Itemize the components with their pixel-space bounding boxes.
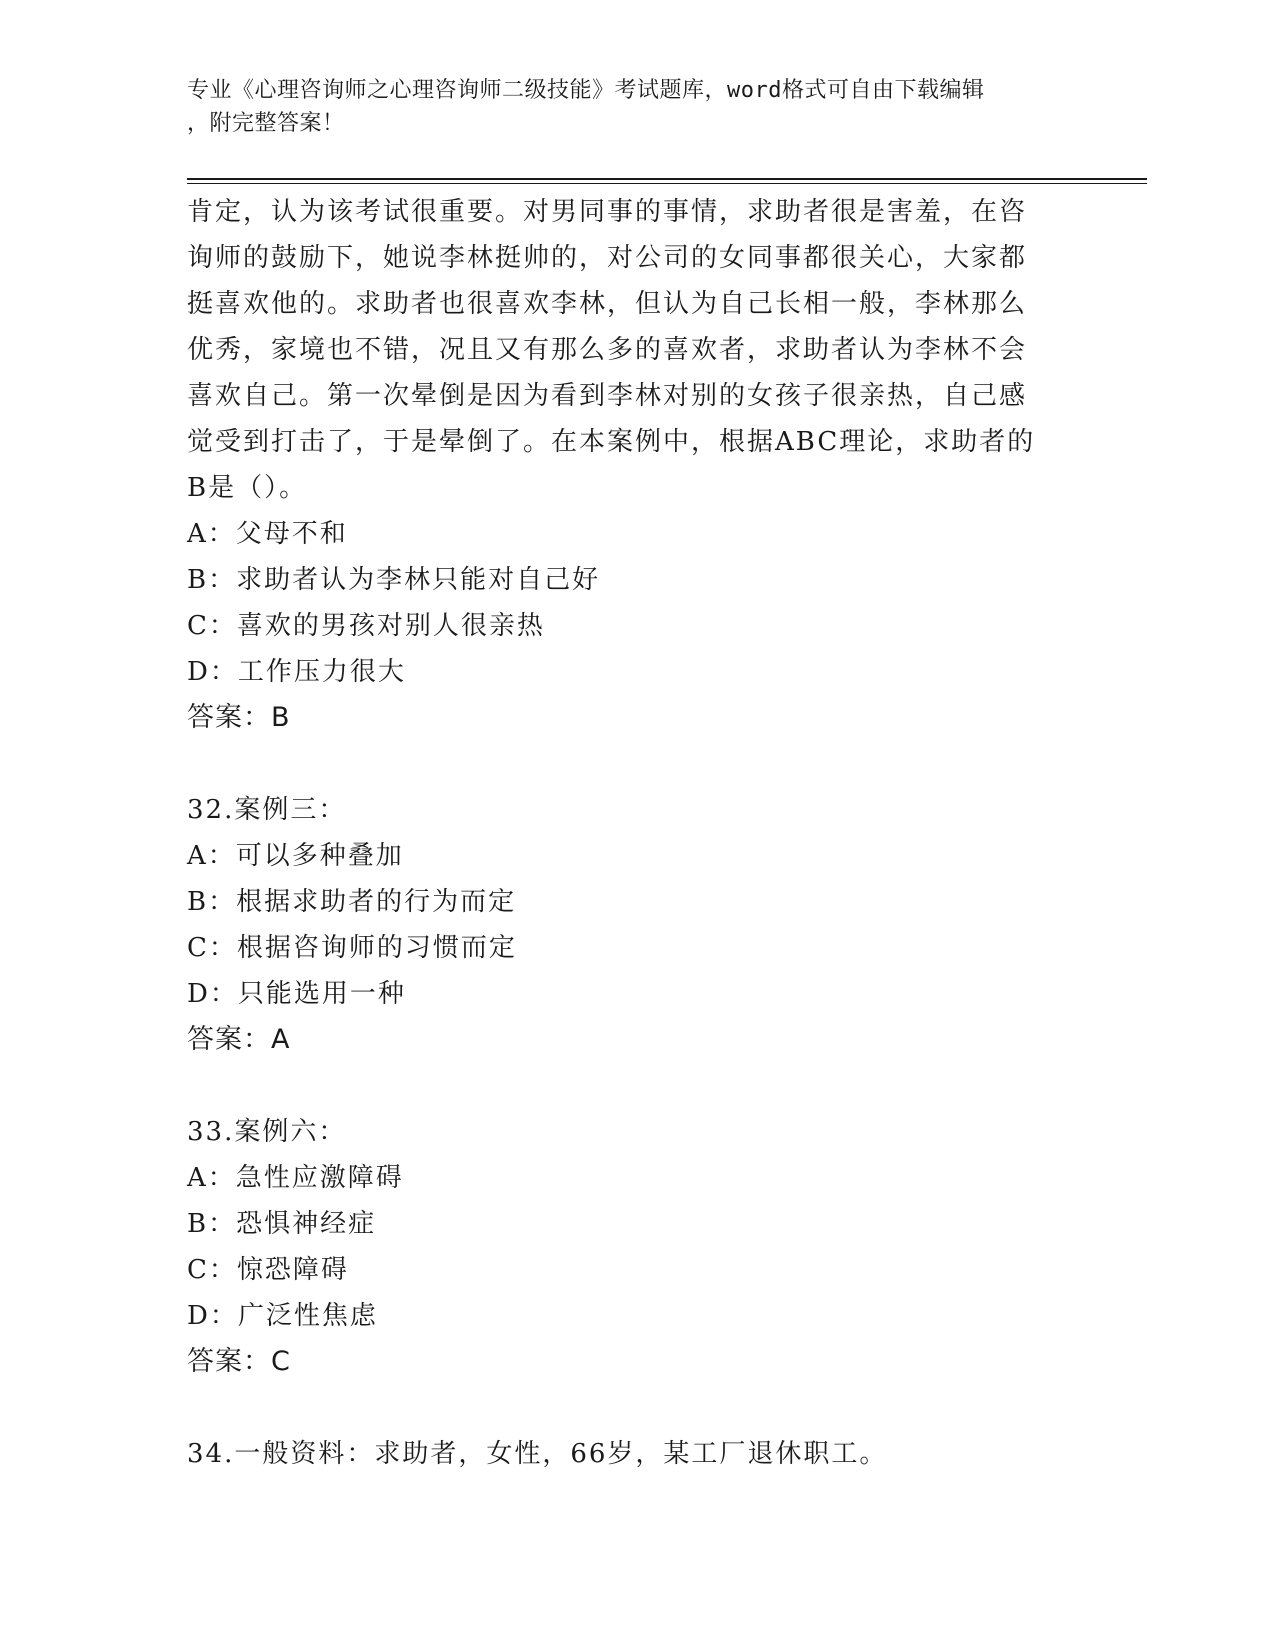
question-text-line: 挺喜欢他的。求助者也很喜欢李林，但认为自己长相一般，李林那么 <box>187 289 1028 319</box>
question-text-line: 询师的鼓励下，她说李林挺帅的，对公司的女同事都很关心，大家都 <box>187 243 1028 273</box>
option-c: C：喜欢的男孩对别人很亲热 <box>187 611 545 641</box>
question-text-line: B是（）。 <box>187 473 308 503</box>
question-33-title: 33.案例六： <box>187 1117 347 1147</box>
question-31-body <box>187 189 1067 511</box>
question-32-options <box>187 833 1067 1017</box>
header-line-2: ，附完整答案！ <box>187 111 345 136</box>
option-d: D：只能选用一种 <box>187 979 406 1009</box>
question-text-line: 优秀，家境也不错，况且又有那么多的喜欢者，求助者认为李林不会 <box>187 335 1028 365</box>
question-34-title: 34.一般资料：求助者，女性，66岁，某工厂退休职工。 <box>187 1439 888 1469</box>
option-b: B：根据求助者的行为而定 <box>187 887 517 917</box>
question-content <box>187 189 1067 1477</box>
spacer <box>187 741 1067 787</box>
option-c: C：根据咨询师的习惯而定 <box>187 933 517 963</box>
option-a: A：急性应激障碍 <box>187 1163 404 1193</box>
option-a: A：父母不和 <box>187 519 348 549</box>
question-text-line: 觉受到打击了，于是晕倒了。在本案例中，根据ABC理论，求助者的 <box>187 427 1036 457</box>
option-d: D：广泛性焦虑 <box>187 1301 378 1331</box>
question-32-title: 32.案例三： <box>187 795 347 825</box>
question-text-line: 肯定，认为该考试很重要。对男同事的事情，求助者很是害羞，在咨 <box>187 197 1028 227</box>
option-c: C：惊恐障碍 <box>187 1255 349 1285</box>
question-33-answer: 答案：C <box>187 1346 291 1377</box>
option-a: A：可以多种叠加 <box>187 841 404 871</box>
option-b: B：恐惧神经症 <box>187 1209 377 1239</box>
header-line-1: 专业《心理咨询师之心理咨询师二级技能》考试题库，word格式可自由下载编辑 <box>187 78 985 103</box>
header-divider-thin <box>187 183 1147 184</box>
question-31-options <box>187 511 1067 695</box>
question-31-answer: 答案：B <box>187 702 291 733</box>
page-header <box>187 74 1067 140</box>
option-b: B：求助者认为李林只能对自己好 <box>187 565 601 595</box>
question-33-options <box>187 1155 1067 1339</box>
spacer <box>187 1063 1067 1109</box>
header-divider-thick <box>187 178 1147 180</box>
spacer <box>187 1385 1067 1431</box>
option-d: D：工作压力很大 <box>187 657 406 687</box>
question-text-line: 喜欢自己。第一次晕倒是因为看到李林对别的女孩子很亲热，自己感 <box>187 381 1028 411</box>
question-32-answer: 答案：A <box>187 1024 291 1055</box>
